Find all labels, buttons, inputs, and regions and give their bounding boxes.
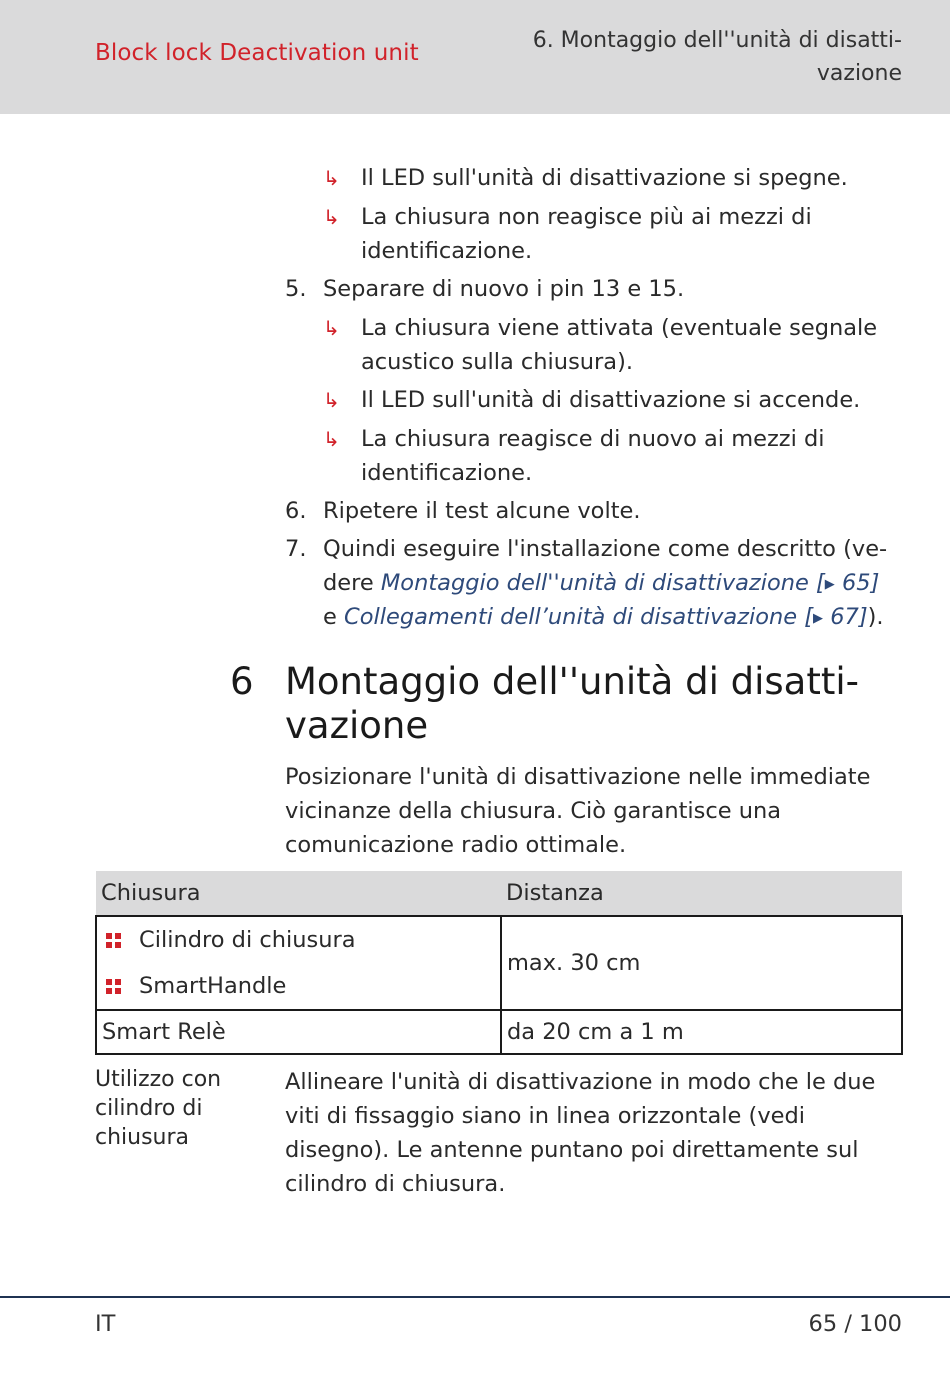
list-item-label: SmartHandle — [139, 973, 287, 999]
step-text — [323, 600, 884, 636]
table-cell — [96, 916, 501, 1010]
section-heading — [285, 660, 905, 748]
result-text: La chiusura viene attivata (eventuale segnale — [361, 315, 878, 341]
table-row — [96, 1010, 902, 1054]
step-number: 5. — [285, 276, 307, 302]
page-number: 65 / 100 — [808, 1311, 902, 1337]
link-text: Collegamenti dell’unità di disattivazione [ — [344, 604, 814, 630]
result-text: identificazione. — [361, 460, 533, 486]
chapter-line-2: vazione — [816, 61, 902, 86]
page-header — [0, 0, 950, 114]
step-text: Ripetere il test alcune volte. — [323, 498, 641, 524]
table-header-row — [96, 871, 902, 916]
result-text: La chiusura reagisce di nuovo ai mezzi di — [361, 426, 825, 452]
result-arrow-icon: ↳ — [323, 388, 340, 412]
cross-reference-link[interactable] — [344, 604, 868, 630]
heading-line-1: Montaggio dell''unità di disatti- — [285, 660, 860, 703]
result-arrow-icon: ↳ — [323, 166, 340, 190]
section-intro: Posizionare l'unità di disattivazione nelle immediate vicinanze della chiusura. Ciò garantisce una comunicazione radio ottimale. — [285, 764, 871, 858]
bullet-icon — [106, 979, 121, 994]
page-arrow-icon: ▶ — [824, 577, 835, 592]
table-cell: da 20 cm a 1 m — [501, 1010, 902, 1054]
table-row — [96, 916, 902, 1010]
cross-reference-link[interactable] — [381, 570, 879, 596]
column-header: Distanza — [501, 871, 902, 916]
bullet-icon — [106, 933, 121, 948]
link-page: 67] — [823, 604, 868, 630]
brand-title: Block lock Deactivation unit — [95, 40, 419, 66]
result-text: identificazione. — [361, 238, 533, 264]
running-chapter-title — [482, 24, 902, 90]
result-text: La chiusura non reagisce più ai mezzi di — [361, 204, 812, 230]
step-number: 7. — [285, 536, 307, 562]
result-text: acustico sulla chiusura). — [361, 349, 634, 375]
step-text-fragment: dere — [323, 570, 381, 596]
step-text — [323, 566, 879, 602]
step-text-fragment: e — [323, 604, 344, 630]
step-text: Separare di nuovo i pin 13 e 15. — [323, 276, 685, 302]
step-text: Quindi eseguire l'installazione come descritto (ve- — [323, 536, 888, 562]
table-cell: Smart Relè — [96, 1010, 501, 1054]
result-arrow-icon: ↳ — [323, 205, 340, 229]
result-text: Il LED sull'unità di disattivazione si spegne. — [361, 165, 848, 191]
list-item — [102, 917, 495, 963]
table-cell: max. 30 cm — [501, 916, 902, 1010]
list-item-label: Cilindro di chiusura — [139, 927, 356, 953]
column-header: Chiusura — [96, 871, 501, 916]
link-text: Montaggio dell''unità di disattivazione [ — [380, 570, 825, 596]
language-code: IT — [95, 1311, 116, 1337]
result-text: Il LED sull'unità di disattivazione si accende. — [361, 387, 861, 413]
step-number: 6. — [285, 498, 307, 524]
result-arrow-icon: ↳ — [323, 316, 340, 340]
chapter-line-1: 6. Montaggio dell''unità di disatti- — [532, 28, 902, 53]
result-arrow-icon: ↳ — [323, 427, 340, 451]
step-text-fragment: ). — [867, 604, 884, 630]
usage-paragraph: Allineare l'unità di disattivazione in modo che le due viti di fissaggio siano in linea orizzontale (vedi disegno). Le antenne puntano poi direttamente sul cilindro di chiusura. — [285, 1069, 876, 1197]
side-label: Utilizzo con cilindro di chiusura — [95, 1067, 222, 1150]
distance-table — [95, 871, 903, 1055]
section-number: 6 — [230, 660, 254, 703]
list-item — [102, 963, 495, 1009]
page-arrow-icon: ▶ — [813, 611, 824, 626]
heading-line-2: vazione — [285, 704, 429, 747]
footer-divider — [0, 1296, 950, 1298]
link-page: 65] — [834, 570, 880, 596]
